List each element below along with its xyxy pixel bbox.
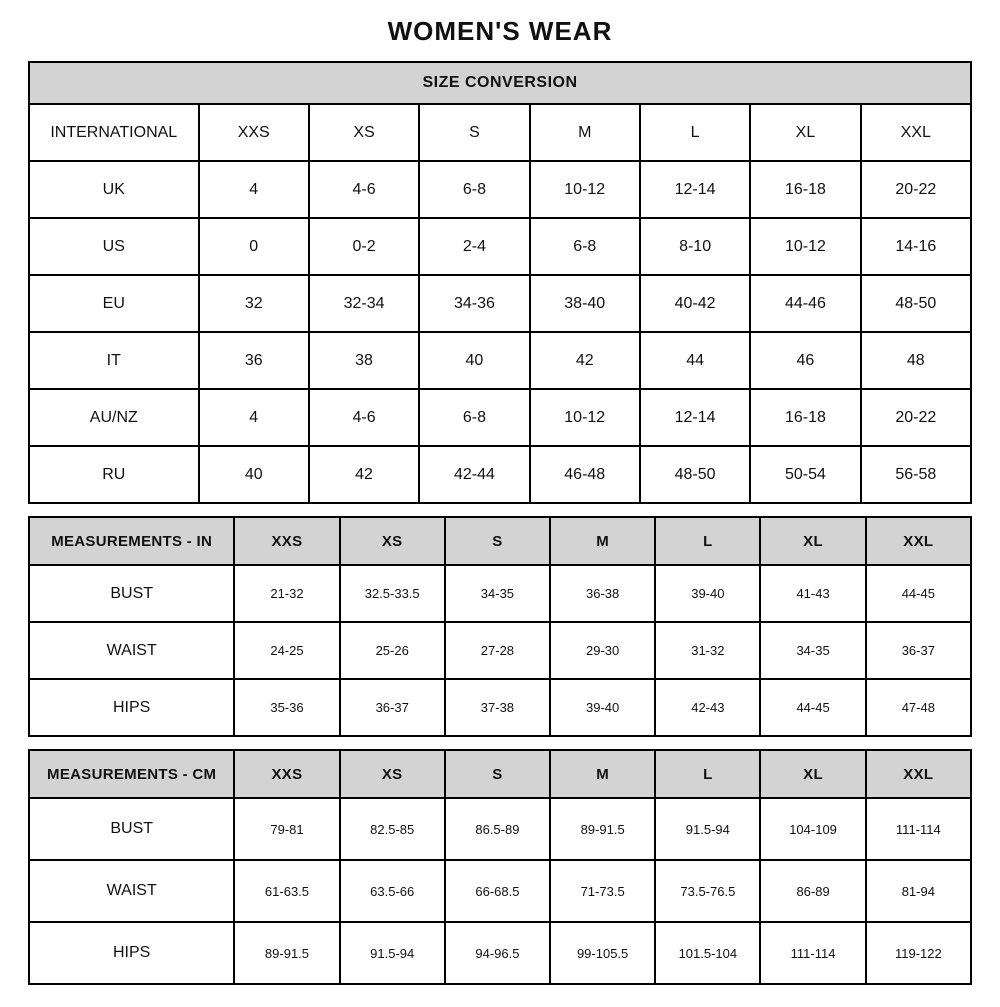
size-value: 12-14 [640,161,750,218]
measurement-row [29,798,971,860]
size-column-header: XXL [866,517,971,565]
measurement-value: 89-91.5 [234,922,339,984]
measurement-value: 36-37 [866,622,971,679]
measurement-row [29,622,971,679]
region-label: IT [29,332,199,389]
size-value: 42 [309,446,419,503]
measurement-value: 36-38 [550,565,655,622]
measurement-row [29,922,971,984]
region-label: EU [29,275,199,332]
size-value: 6-8 [530,218,640,275]
size-value: 44 [640,332,750,389]
measurement-row [29,860,971,922]
size-column-header: XL [760,750,865,798]
size-value: 4 [199,161,309,218]
size-value: 36 [199,332,309,389]
size-value: 32 [199,275,309,332]
measurement-value: 101.5-104 [655,922,760,984]
size-value: 42 [530,332,640,389]
size-value: 6-8 [419,389,529,446]
size-value: 38-40 [530,275,640,332]
size-column-header: XXL [866,750,971,798]
measurements-in-table [28,516,972,737]
size-column-header: XXS [234,517,339,565]
measurement-value: 82.5-85 [340,798,445,860]
size-value: 40-42 [640,275,750,332]
measurement-value: 29-30 [550,622,655,679]
size-value: 16-18 [750,389,860,446]
measurement-label: HIPS [29,679,234,736]
size-value: 8-10 [640,218,750,275]
size-value: 48-50 [861,275,971,332]
measurement-value: 81-94 [866,860,971,922]
size-value: 10-12 [750,218,860,275]
measurements-header-row [29,750,971,798]
size-column-header: L [655,750,760,798]
size-value: 4-6 [309,389,419,446]
measurement-value: 89-91.5 [550,798,655,860]
size-value: M [530,104,640,161]
size-value: 32-34 [309,275,419,332]
size-column-header: M [550,517,655,565]
measurement-value: 34-35 [760,622,865,679]
size-value: 44-46 [750,275,860,332]
size-column-header: M [550,750,655,798]
measurement-row [29,565,971,622]
size-column-header: L [655,517,760,565]
measurement-label: BUST [29,798,234,860]
size-conversion-row [29,104,971,161]
measurement-value: 61-63.5 [234,860,339,922]
size-value: 12-14 [640,389,750,446]
size-value: 40 [419,332,529,389]
size-conversion-row [29,389,971,446]
measurement-value: 91.5-94 [655,798,760,860]
measurement-value: 66-68.5 [445,860,550,922]
size-value: XL [750,104,860,161]
measurement-value: 104-109 [760,798,865,860]
size-column-header: S [445,750,550,798]
size-value: 46-48 [530,446,640,503]
measurement-value: 35-36 [234,679,339,736]
size-conversion-row [29,161,971,218]
measurement-label: BUST [29,565,234,622]
region-label: INTERNATIONAL [29,104,199,161]
size-conversion-row [29,446,971,503]
size-conversion-table [28,61,972,504]
size-value: 0-2 [309,218,419,275]
size-column-header: XS [340,517,445,565]
measurement-value: 42-43 [655,679,760,736]
measurement-value: 31-32 [655,622,760,679]
measurement-value: 25-26 [340,622,445,679]
size-column-header: XS [340,750,445,798]
measurement-value: 39-40 [550,679,655,736]
size-value: 14-16 [861,218,971,275]
size-value: 48-50 [640,446,750,503]
measurement-value: 32.5-33.5 [340,565,445,622]
measurements-header-row [29,517,971,565]
size-value: 46 [750,332,860,389]
size-value: 2-4 [419,218,529,275]
size-value: XXL [861,104,971,161]
size-value: 38 [309,332,419,389]
measurement-value: 86-89 [760,860,865,922]
size-value: XS [309,104,419,161]
size-value: 4 [199,389,309,446]
measurement-label: WAIST [29,622,234,679]
measurement-value: 37-38 [445,679,550,736]
measurements-cm-table [28,749,972,985]
measurements-title: MEASUREMENTS - IN [29,517,234,565]
size-conversion-title: SIZE CONVERSION [29,62,971,104]
measurement-value: 99-105.5 [550,922,655,984]
size-value: 34-36 [419,275,529,332]
region-label: RU [29,446,199,503]
measurement-value: 91.5-94 [340,922,445,984]
measurement-value: 111-114 [760,922,865,984]
size-value: XXS [199,104,309,161]
measurement-value: 27-28 [445,622,550,679]
region-label: UK [29,161,199,218]
size-conversion-header-row [29,62,971,104]
size-value: 42-44 [419,446,529,503]
size-conversion-row [29,218,971,275]
measurement-label: WAIST [29,860,234,922]
size-value: S [419,104,529,161]
size-value: 10-12 [530,389,640,446]
size-value: L [640,104,750,161]
size-conversion-row [29,332,971,389]
measurement-value: 71-73.5 [550,860,655,922]
size-conversion-row [29,275,971,332]
size-value: 4-6 [309,161,419,218]
size-column-header: XL [760,517,865,565]
measurement-value: 79-81 [234,798,339,860]
measurement-value: 36-37 [340,679,445,736]
size-value: 40 [199,446,309,503]
size-value: 20-22 [861,161,971,218]
measurement-value: 47-48 [866,679,971,736]
measurement-label: HIPS [29,922,234,984]
measurement-value: 119-122 [866,922,971,984]
measurement-value: 111-114 [866,798,971,860]
size-value: 50-54 [750,446,860,503]
size-value: 16-18 [750,161,860,218]
size-value: 56-58 [861,446,971,503]
size-column-header: S [445,517,550,565]
size-value: 0 [199,218,309,275]
size-column-header: XXS [234,750,339,798]
region-label: US [29,218,199,275]
page-title: WOMEN'S WEAR [387,16,613,46]
measurement-value: 63.5-66 [340,860,445,922]
size-value: 6-8 [419,161,529,218]
size-value: 10-12 [530,161,640,218]
measurement-value: 94-96.5 [445,922,550,984]
measurement-value: 41-43 [760,565,865,622]
measurement-value: 86.5-89 [445,798,550,860]
region-label: AU/NZ [29,389,199,446]
measurement-value: 39-40 [655,565,760,622]
measurements-title: MEASUREMENTS - CM [29,750,234,798]
measurement-value: 21-32 [234,565,339,622]
size-value: 20-22 [861,389,971,446]
measurement-value: 24-25 [234,622,339,679]
size-value: 48 [861,332,971,389]
measurement-value: 73.5-76.5 [655,860,760,922]
measurement-row [29,679,971,736]
measurement-value: 44-45 [760,679,865,736]
measurement-value: 34-35 [445,565,550,622]
measurement-value: 44-45 [866,565,971,622]
